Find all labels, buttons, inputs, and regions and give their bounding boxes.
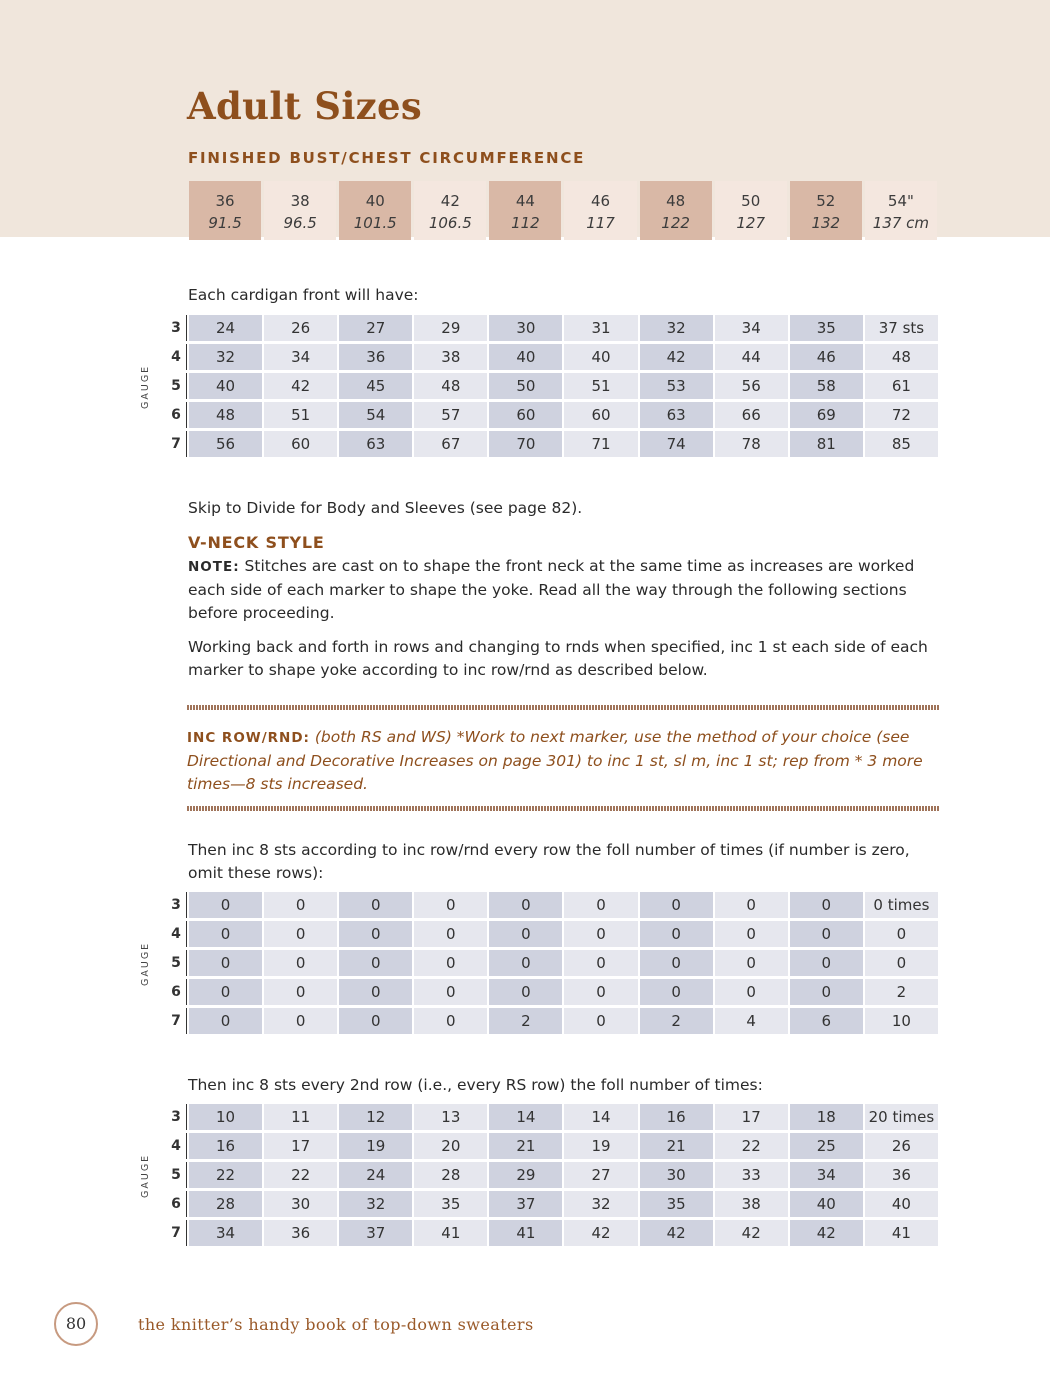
gauge-row-label: 4 xyxy=(166,344,187,370)
gauge-cell: 32 xyxy=(640,315,713,341)
size-inch-cell: 52 xyxy=(790,181,862,212)
gauge-cell: 0 xyxy=(564,1008,637,1034)
gauge-cell: 2 xyxy=(865,979,938,1005)
gauge-cell: 42 xyxy=(790,1220,863,1246)
gauge-cell: 34 xyxy=(715,315,788,341)
gauge-cell: 10 xyxy=(189,1104,262,1130)
gauge-cell: 0 xyxy=(189,950,262,976)
gauge-cell: 31 xyxy=(564,315,637,341)
gauge-cell: 35 xyxy=(640,1191,713,1217)
size-inch-cell: 54" xyxy=(865,181,937,212)
size-cm-cell: 127 xyxy=(715,212,787,240)
gauge-cell: 0 xyxy=(414,979,487,1005)
size-inch-cell: 42 xyxy=(414,181,486,212)
gauge-cell: 34 xyxy=(189,1220,262,1246)
gauge-cell: 6 xyxy=(790,1008,863,1034)
gauge-cell: 63 xyxy=(339,431,412,457)
book-title: the knitter’s handy book of top-down sweaters xyxy=(138,1315,534,1334)
gauge-cell: 38 xyxy=(414,344,487,370)
gauge-cell: 28 xyxy=(189,1191,262,1217)
gauge-cell: 0 xyxy=(339,979,412,1005)
gauge-row xyxy=(166,1191,938,1217)
gauge-cell: 19 xyxy=(564,1133,637,1159)
gauge-cell: 22 xyxy=(189,1162,262,1188)
size-inch-cell: 40 xyxy=(339,181,411,212)
gauge-cell: 0 xyxy=(790,950,863,976)
size-cm-cell: 101.5 xyxy=(339,212,411,240)
gauge-cell: 0 xyxy=(489,979,562,1005)
gauge-cell: 71 xyxy=(564,431,637,457)
size-table xyxy=(186,181,940,240)
gauge-cell: 40 xyxy=(189,373,262,399)
size-cm-cell: 106.5 xyxy=(414,212,486,240)
gauge-cell: 0 xyxy=(339,950,412,976)
gauge-cell: 0 xyxy=(414,921,487,947)
gauge-cell: 40 xyxy=(489,344,562,370)
gauge-cell: 60 xyxy=(564,402,637,428)
divider-bottom xyxy=(187,806,939,811)
gauge-row xyxy=(166,315,938,341)
gauge-cell: 0 xyxy=(264,979,337,1005)
gauge-cell: 0 xyxy=(414,892,487,918)
cardigan-gauge-block xyxy=(140,312,940,460)
gauge-cell: 16 xyxy=(189,1133,262,1159)
gauge-cell: 2 xyxy=(640,1008,713,1034)
gauge-cell: 44 xyxy=(715,344,788,370)
gauge-cell: 27 xyxy=(339,315,412,341)
gauge-cell: 27 xyxy=(564,1162,637,1188)
skip-instruction: Skip to Divide for Body and Sleeves (see page 82). xyxy=(188,499,583,517)
gauge-cell: 42 xyxy=(640,1220,713,1246)
gauge-cell: 0 xyxy=(790,979,863,1005)
gauge-cell: 0 xyxy=(264,892,337,918)
gauge-row-label: 5 xyxy=(166,1162,187,1188)
gauge-row xyxy=(166,1133,938,1159)
gauge-row-label: 6 xyxy=(166,1191,187,1217)
gauge-row-label: 4 xyxy=(166,1133,187,1159)
gauge-cell: 46 xyxy=(790,344,863,370)
gauge-cell: 85 xyxy=(865,431,938,457)
gauge-cell: 0 xyxy=(715,950,788,976)
every-2nd-row-table xyxy=(164,1101,940,1249)
gauge-cell: 0 xyxy=(264,921,337,947)
gauge-cell: 0 xyxy=(564,921,637,947)
gauge-row-label: 3 xyxy=(166,315,187,341)
vneck-paragraph: Working back and forth in rows and changing to rnds when specified, inc 1 st each side of each marker to shape yoke according to inc row/rnd as described below. xyxy=(188,638,928,679)
note-text: Stitches are cast on to shape the front neck at the same time as increases are worked each side of each marker to shape the yoke. Read all the way through the following sections before proceeding. xyxy=(188,557,915,622)
gauge-cell: 58 xyxy=(790,373,863,399)
size-cm-cell: 112 xyxy=(489,212,561,240)
gauge-cell: 38 xyxy=(715,1191,788,1217)
size-inch-cell: 44 xyxy=(489,181,561,212)
gauge-cell: 0 xyxy=(189,921,262,947)
gauge-cell: 22 xyxy=(715,1133,788,1159)
gauge-cell: 42 xyxy=(715,1220,788,1246)
gauge-cell: 48 xyxy=(414,373,487,399)
gauge-row-label: 3 xyxy=(166,1104,187,1130)
gauge-cell: 36 xyxy=(865,1162,938,1188)
gauge-row-label: 6 xyxy=(166,979,187,1005)
gauge-label: GAUGE xyxy=(140,1153,151,1199)
gauge-cell: 0 xyxy=(489,892,562,918)
gauge-cell: 35 xyxy=(790,315,863,341)
vneck-note xyxy=(188,555,940,625)
gauge-cell: 37 xyxy=(339,1220,412,1246)
gauge-cell: 10 xyxy=(865,1008,938,1034)
gauge-cell: 0 xyxy=(715,892,788,918)
gauge-cell: 51 xyxy=(264,402,337,428)
gauge-cell: 48 xyxy=(189,402,262,428)
gauge-cell: 0 xyxy=(564,892,637,918)
gauge-row-label: 6 xyxy=(166,402,187,428)
size-cm-cell: 91.5 xyxy=(189,212,261,240)
gauge-cell: 11 xyxy=(264,1104,337,1130)
gauge-cell: 0 xyxy=(264,950,337,976)
gauge-cell: 21 xyxy=(640,1133,713,1159)
size-row-cm xyxy=(189,212,937,240)
gauge-row xyxy=(166,402,938,428)
size-cm-cell: 96.5 xyxy=(264,212,336,240)
gauge-row xyxy=(166,1220,938,1246)
gauge-row-label: 7 xyxy=(166,1220,187,1246)
gauge-cell: 30 xyxy=(489,315,562,341)
gauge-cell: 29 xyxy=(489,1162,562,1188)
gauge-cell: 0 xyxy=(790,892,863,918)
gauge-cell: 41 xyxy=(414,1220,487,1246)
gauge-cell: 26 xyxy=(865,1133,938,1159)
gauge-row xyxy=(166,1008,938,1034)
gauge-cell: 0 xyxy=(790,921,863,947)
gauge-row-label: 4 xyxy=(166,921,187,947)
gauge-cell: 35 xyxy=(414,1191,487,1217)
gauge-cell: 0 xyxy=(489,950,562,976)
gauge-cell: 74 xyxy=(640,431,713,457)
gauge-cell: 0 xyxy=(189,979,262,1005)
gauge-cell: 17 xyxy=(715,1104,788,1130)
gauge-cell: 81 xyxy=(790,431,863,457)
gauge-cell: 54 xyxy=(339,402,412,428)
gauge-cell: 66 xyxy=(715,402,788,428)
gauge-cell: 0 xyxy=(339,1008,412,1034)
gauge-cell: 78 xyxy=(715,431,788,457)
gauge-cell: 20 times xyxy=(865,1104,938,1130)
gauge-cell: 0 xyxy=(189,1008,262,1034)
gauge-row-label: 7 xyxy=(166,1008,187,1034)
gauge-cell: 32 xyxy=(564,1191,637,1217)
gauge-cell: 69 xyxy=(790,402,863,428)
gauge-row-label: 7 xyxy=(166,431,187,457)
size-inch-cell: 46 xyxy=(564,181,636,212)
gauge-cell: 14 xyxy=(489,1104,562,1130)
gauge-cell: 37 xyxy=(489,1191,562,1217)
gauge-cell: 0 xyxy=(715,921,788,947)
gauge-cell: 0 xyxy=(640,892,713,918)
gauge-cell: 40 xyxy=(865,1191,938,1217)
gauge-cell: 24 xyxy=(339,1162,412,1188)
gauge-cell: 32 xyxy=(189,344,262,370)
gauge-row xyxy=(166,1162,938,1188)
page-title: Adult Sizes xyxy=(187,84,422,128)
gauge-cell: 0 xyxy=(640,950,713,976)
size-cm-cell: 122 xyxy=(640,212,712,240)
gauge-cell: 0 xyxy=(865,950,938,976)
size-inch-cell: 48 xyxy=(640,181,712,212)
gauge-cell: 0 xyxy=(564,950,637,976)
gauge-cell: 63 xyxy=(640,402,713,428)
gauge-cell: 60 xyxy=(489,402,562,428)
size-cm-cell: 137 cm xyxy=(865,212,937,240)
gauge-cell: 36 xyxy=(339,344,412,370)
gauge-cell: 0 xyxy=(414,950,487,976)
gauge-row-label: 5 xyxy=(166,373,187,399)
page-number: 80 xyxy=(54,1302,98,1346)
gauge-cell: 14 xyxy=(564,1104,637,1130)
gauge-cell: 32 xyxy=(339,1191,412,1217)
gauge-cell: 36 xyxy=(264,1220,337,1246)
gauge-cell: 40 xyxy=(790,1191,863,1217)
inc-row-text: (both RS and WS) *Work to next marker, use the method of your choice (see Directional and Decorative Increases on page 301) to inc 1 st, sl m, inc 1 st; rep from * 3 more times—8 sts increased. xyxy=(187,728,923,793)
gauge-cell: 37 sts xyxy=(865,315,938,341)
divider-top xyxy=(187,705,939,710)
gauge-row-label: 5 xyxy=(166,950,187,976)
gauge-cell: 20 xyxy=(414,1133,487,1159)
vneck-heading: V-NECK STYLE xyxy=(188,533,325,552)
gauge-cell: 30 xyxy=(640,1162,713,1188)
cardigan-table xyxy=(164,312,940,460)
gauge-cell: 25 xyxy=(790,1133,863,1159)
inc-row-instruction xyxy=(187,726,939,796)
every-2nd-row-intro: Then inc 8 sts every 2nd row (i.e., every RS row) the foll number of times: xyxy=(188,1076,763,1094)
gauge-cell: 0 xyxy=(339,921,412,947)
gauge-cell: 19 xyxy=(339,1133,412,1159)
gauge-cell: 67 xyxy=(414,431,487,457)
gauge-cell: 70 xyxy=(489,431,562,457)
gauge-cell: 13 xyxy=(414,1104,487,1130)
gauge-cell: 42 xyxy=(564,1220,637,1246)
gauge-cell: 0 xyxy=(640,979,713,1005)
gauge-label: GAUGE xyxy=(140,941,151,987)
gauge-cell: 57 xyxy=(414,402,487,428)
gauge-cell: 61 xyxy=(865,373,938,399)
gauge-cell: 0 times xyxy=(865,892,938,918)
gauge-cell: 42 xyxy=(640,344,713,370)
gauge-cell: 22 xyxy=(264,1162,337,1188)
every-2nd-row-gauge-block xyxy=(140,1101,940,1249)
gauge-cell: 26 xyxy=(264,315,337,341)
gauge-row xyxy=(166,431,938,457)
note-label: NOTE: xyxy=(188,559,240,575)
size-cm-cell: 132 xyxy=(790,212,862,240)
gauge-cell: 24 xyxy=(189,315,262,341)
gauge-cell: 0 xyxy=(715,979,788,1005)
gauge-cell: 16 xyxy=(640,1104,713,1130)
gauge-cell: 0 xyxy=(489,921,562,947)
every-row-table xyxy=(164,889,940,1037)
inc-row-box xyxy=(187,705,939,812)
size-inch-cell: 36 xyxy=(189,181,261,212)
gauge-cell: 51 xyxy=(564,373,637,399)
gauge-cell: 30 xyxy=(264,1191,337,1217)
section-subtitle: FINISHED BUST/CHEST CIRCUMFERENCE xyxy=(188,149,586,167)
gauge-cell: 42 xyxy=(264,373,337,399)
gauge-cell: 53 xyxy=(640,373,713,399)
gauge-cell: 48 xyxy=(865,344,938,370)
gauge-row-label: 3 xyxy=(166,892,187,918)
gauge-row xyxy=(166,921,938,947)
gauge-cell: 72 xyxy=(865,402,938,428)
gauge-cell: 29 xyxy=(414,315,487,341)
gauge-cell: 41 xyxy=(489,1220,562,1246)
gauge-row xyxy=(166,373,938,399)
gauge-cell: 21 xyxy=(489,1133,562,1159)
every-row-gauge-block xyxy=(140,889,940,1037)
gauge-row xyxy=(166,1104,938,1130)
gauge-cell: 2 xyxy=(489,1008,562,1034)
gauge-cell: 50 xyxy=(489,373,562,399)
gauge-cell: 56 xyxy=(715,373,788,399)
gauge-cell: 0 xyxy=(564,979,637,1005)
gauge-cell: 0 xyxy=(339,892,412,918)
gauge-cell: 34 xyxy=(790,1162,863,1188)
gauge-cell: 34 xyxy=(264,344,337,370)
gauge-row xyxy=(166,892,938,918)
size-inch-cell: 50 xyxy=(715,181,787,212)
gauge-cell: 0 xyxy=(414,1008,487,1034)
gauge-cell: 12 xyxy=(339,1104,412,1130)
gauge-cell: 28 xyxy=(414,1162,487,1188)
gauge-cell: 4 xyxy=(715,1008,788,1034)
gauge-cell: 18 xyxy=(790,1104,863,1130)
gauge-cell: 0 xyxy=(865,921,938,947)
gauge-cell: 40 xyxy=(564,344,637,370)
gauge-cell: 60 xyxy=(264,431,337,457)
size-cm-cell: 117 xyxy=(564,212,636,240)
gauge-row xyxy=(166,950,938,976)
size-row-inches xyxy=(189,181,937,212)
inc-row-label: INC ROW/RND: xyxy=(187,730,310,746)
gauge-label: GAUGE xyxy=(140,364,151,410)
gauge-cell: 0 xyxy=(640,921,713,947)
gauge-cell: 0 xyxy=(189,892,262,918)
gauge-row xyxy=(166,979,938,1005)
cardigan-intro: Each cardigan front will have: xyxy=(188,286,419,304)
gauge-cell: 17 xyxy=(264,1133,337,1159)
gauge-cell: 45 xyxy=(339,373,412,399)
gauge-row xyxy=(166,344,938,370)
gauge-cell: 56 xyxy=(189,431,262,457)
size-inch-cell: 38 xyxy=(264,181,336,212)
gauge-cell: 0 xyxy=(264,1008,337,1034)
every-row-intro: Then inc 8 sts according to inc row/rnd every row the foll number of times (if number is zero, omit these rows): xyxy=(188,841,910,882)
gauge-cell: 41 xyxy=(865,1220,938,1246)
gauge-cell: 33 xyxy=(715,1162,788,1188)
